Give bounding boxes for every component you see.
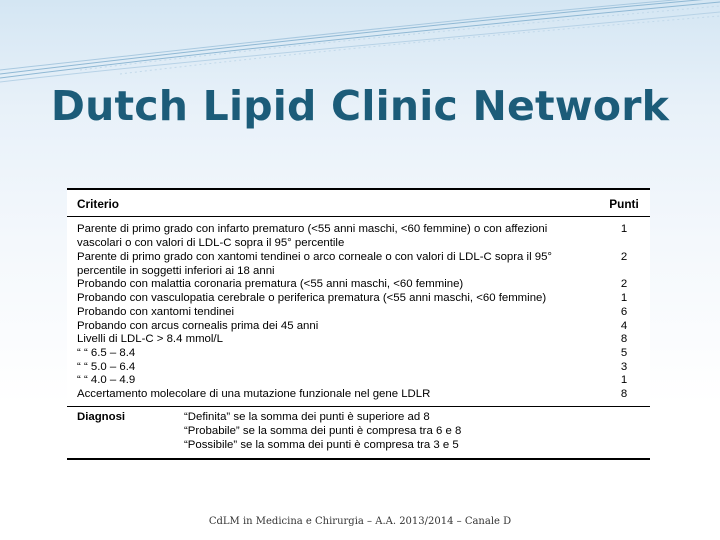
- slide-footer: CdLM in Medicina e Chirurgia – A.A. 2013/2014 – Canale D: [208, 516, 512, 527]
- diagnosis-line-definita: “Definita” se la somma dei punti è superiore ad 8: [184, 411, 430, 423]
- criterion-cell: [77, 277, 597, 291]
- criterion-line: “ “ 6.5 – 8.4: [77, 346, 136, 359]
- criterion-line: “ “ 5.0 – 6.4: [77, 360, 136, 373]
- criterion-cell: [77, 387, 597, 401]
- table-bottom-rule: [67, 458, 650, 460]
- criterion-line: Probando con malattia coronaria prematura (<55 anni maschi, <60 femmine): [77, 278, 464, 291]
- diagnosis-text: [184, 410, 461, 452]
- points-cell: 8: [620, 333, 628, 346]
- points-cell: 1: [620, 374, 628, 387]
- criterion-line: Livelli di LDL-C > 8.4 mmol/L: [77, 333, 223, 346]
- diagnosis-label: Diagnosi: [77, 411, 126, 423]
- header-points: Punti: [609, 197, 639, 211]
- diagnosis-rule: [67, 406, 650, 407]
- points-cell: 1: [620, 223, 628, 235]
- criterion-line: vascolari o con valori di LDL-C sopra il 95° percentile: [77, 237, 345, 249]
- criterion-cell: [77, 291, 597, 305]
- criterion-cell: [77, 346, 597, 360]
- diagnosis-line-possibile: “Possibile” se la somma dei punti è compresa tra 3 e 5: [184, 439, 459, 451]
- points-cell: 8: [620, 388, 628, 400]
- header-criterion: Criterio: [77, 197, 119, 211]
- criterion-line: Probando con vasculopatia cerebrale o periferica prematura (<55 anni maschi, <60 femmine): [77, 292, 547, 305]
- criterion-line: Parente di primo grado con xantomi tendinei o arco corneale o con valori di LDL-C sopra il 95°: [77, 250, 552, 263]
- points-cell: 4: [620, 319, 628, 332]
- criterion-line: Probando con arcus cornealis prima dei 45 anni: [77, 319, 319, 332]
- criterion-line: Accertamento molecolare di una mutazione funzionale nel gene LDLR: [77, 388, 431, 400]
- points-cell: 3: [620, 360, 628, 373]
- criterion-cell: [77, 222, 597, 250]
- table-top-rule: [67, 188, 650, 190]
- points-cell: 5: [620, 346, 628, 359]
- decorative-swoosh: [0, 0, 720, 90]
- points-cell: 2: [620, 278, 628, 291]
- criterion-cell: [77, 319, 597, 333]
- points-cell: 2: [620, 250, 628, 263]
- criterion-cell: [77, 250, 597, 278]
- slide-title: Dutch Lipid Clinic Network: [50, 82, 670, 130]
- criterion-line: Probando con xantomi tendinei: [77, 305, 235, 318]
- criterion-line: percentile in soggetti inferiori ai 18 anni: [77, 264, 275, 277]
- scoring-table: [67, 188, 650, 460]
- criterion-cell: [77, 332, 597, 346]
- criterion-line: Parente di primo grado con infarto prematuro (<55 anni maschi, <60 femmine) o con affezioni: [77, 223, 548, 235]
- points-cell: 1: [620, 292, 628, 305]
- criterion-line: “ “ 4.0 – 4.9: [77, 374, 136, 387]
- points-cell: 6: [620, 305, 628, 318]
- criterion-cell: [77, 360, 597, 374]
- criterion-cell: [77, 305, 597, 319]
- diagnosis-line-probabile: “Probabile” se la somma dei punti è compresa tra 6 e 8: [184, 425, 462, 437]
- header-rule: [67, 216, 650, 217]
- criterion-cell: [77, 373, 597, 387]
